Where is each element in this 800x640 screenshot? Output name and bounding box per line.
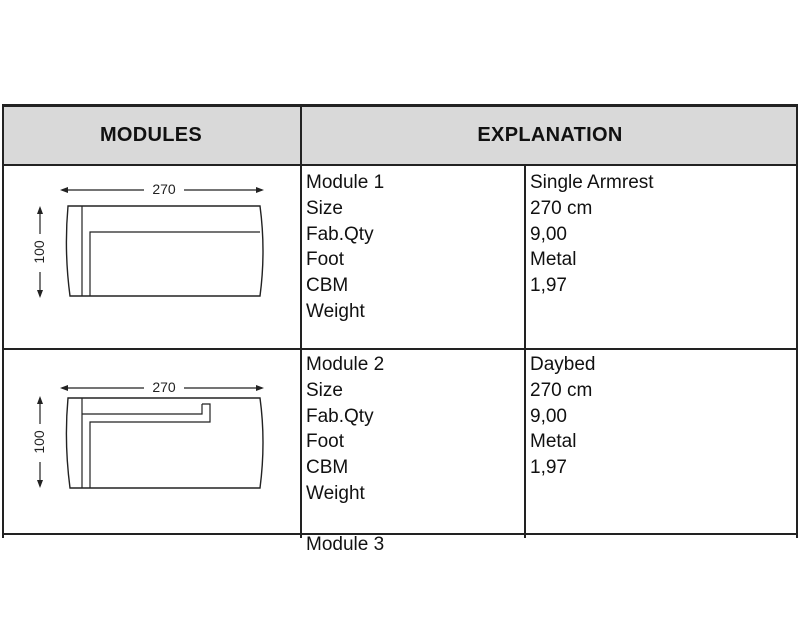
table-header (2, 104, 798, 166)
module-1-labels (306, 170, 384, 325)
header-modules: MODULES (99, 124, 203, 146)
label: Foot (306, 249, 345, 271)
value: Metal (530, 431, 577, 453)
label: Fab.Qty (306, 405, 374, 427)
module-2-width-label: 270 (152, 379, 176, 395)
module-1-drawing (24, 176, 274, 306)
module-1-values (530, 170, 654, 299)
module-1-width-label: 270 (152, 181, 176, 197)
module-2-drawing (24, 372, 274, 502)
label: Weight (306, 300, 365, 322)
value: 9,00 (530, 405, 567, 427)
value: 1,97 (530, 457, 567, 479)
label: Weight (306, 482, 365, 504)
module-2-depth-label: 100 (31, 430, 47, 454)
module-1-depth-label: 100 (31, 240, 47, 264)
value: Metal (530, 249, 577, 271)
label: Size (306, 197, 343, 219)
label: Module 1 (306, 172, 385, 193)
column-divider-main (300, 104, 302, 538)
module-2-labels (306, 352, 384, 507)
label: CBM (306, 457, 349, 479)
table-border-right (796, 104, 798, 538)
module-2-values (530, 352, 596, 481)
label: Fab.Qty (306, 223, 374, 245)
module-3-label-partial: Module 3 (306, 534, 385, 555)
value: Daybed (530, 354, 596, 375)
value: 1,97 (530, 275, 567, 297)
column-divider-values (524, 166, 526, 538)
value: Single Armrest (530, 172, 654, 193)
value: 270 cm (530, 379, 593, 401)
table-border-left (2, 104, 4, 538)
label: Size (306, 379, 343, 401)
value: 9,00 (530, 223, 567, 245)
label: Foot (306, 431, 345, 453)
label: CBM (306, 275, 349, 297)
header-explanation: EXPLANATION (477, 124, 623, 146)
label: Module 2 (306, 354, 385, 375)
value: 270 cm (530, 197, 593, 219)
row-divider-1 (2, 348, 798, 350)
